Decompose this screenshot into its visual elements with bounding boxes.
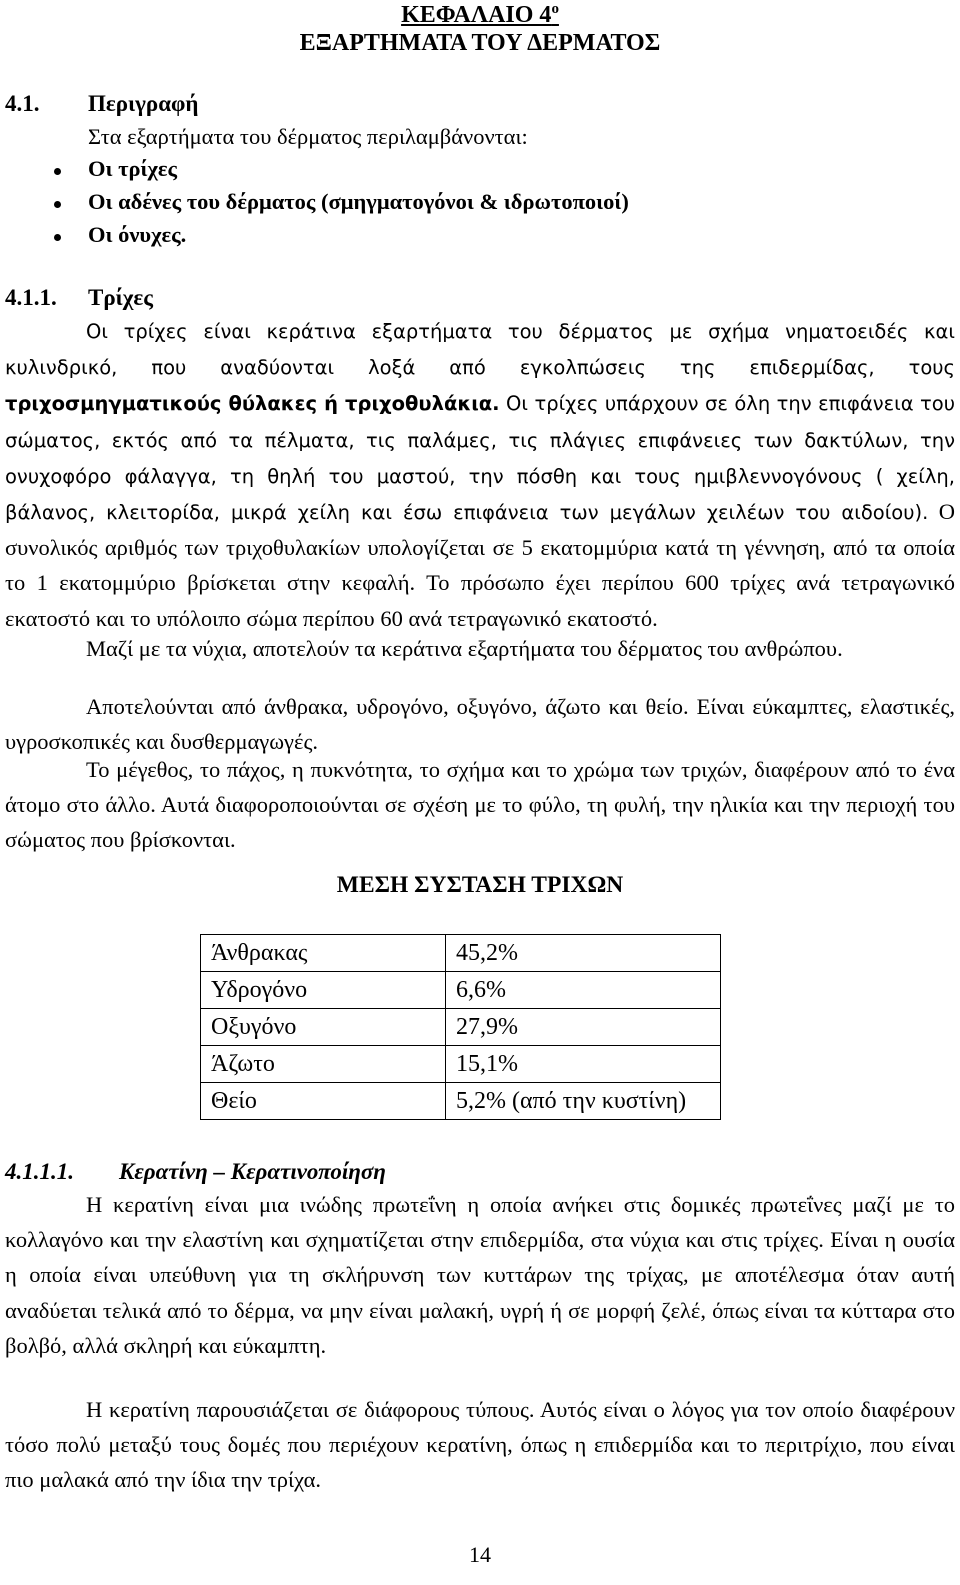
list-item	[88, 189, 629, 215]
paragraph-hair-description	[5, 313, 955, 636]
list-item	[88, 222, 186, 248]
list-item-text: Οι όνυχες.	[88, 222, 187, 247]
section-4-1-heading	[5, 91, 198, 117]
table-row	[201, 972, 721, 1009]
paragraph-text: Ο συνολικός αριθμός των τριχοθυλακίων υπολογίζεται σε 5 εκατομμύρια κατά τη γέννηση, από τα οποία το 1 εκατομμύριο βρίσκεται στην κεφαλή. Το πρόσωπο έχει περίπου 600 τρίχες ανά τετραγωνικό εκατοστό και το υπόλοιπο σώμα περίπου 60 ανά τετραγωνικό εκατοστό.	[5, 499, 956, 631]
table-cell-value: 27,9%	[446, 1009, 721, 1046]
chapter-number-text: ΚΕΦΑΛΑΙΟ 4	[401, 2, 552, 28]
paragraph-variation	[5, 752, 955, 858]
composition-table	[200, 934, 721, 1120]
table-row	[201, 1083, 721, 1120]
list-item-text: Οι αδένες του δέρματος (σμηγματογόνοι & ιδρωτοποιοί)	[88, 189, 629, 214]
table-row	[201, 1009, 721, 1046]
section-title: Περιγραφή	[88, 91, 199, 116]
paragraph-bold-text: τριχοσμηγματικούς θύλακες ή τριχοθυλάκια.	[5, 392, 500, 416]
bullet-icon	[54, 201, 61, 208]
table-title: ΜΕΣΗ ΣΥΣΤΑΣΗ ΤΡΙΧΩΝ	[336, 872, 624, 898]
table-cell-element: Θείο	[201, 1083, 446, 1120]
section-title: Τρίχες	[88, 285, 153, 310]
table-cell-element: Οξυγόνο	[201, 1009, 446, 1046]
paragraph-text: Οι τρίχες υπάρχουν σε όλη την επιφάνεια του σώματος, εκτός από τα πέλματα, τις παλάμες, τις πλάγιες επιφάνειες των δακτύλων, την ονυχοφόρο φάλαγγα, τη θηλή του μαστού, την πόσθη και τους ημιβλεννογόνους ( χείλη, βάλανος, κλειτορίδα, μικρά χείλη και έσω επιφάνεια των μεγάλων χειλέων του αιδοίου).	[5, 392, 955, 525]
table-cell-value: 5,2% (από την κυστίνη)	[446, 1083, 721, 1120]
table-cell-element: Άνθρακας	[201, 935, 446, 972]
list-item-text: Οι τρίχες	[88, 156, 177, 181]
paragraph-text: Αποτελούνται από άνθρακα, υδρογόνο, οξυγόνο, άζωτο και θείο. Είναι εύκαμπτες, ελαστικές, υγροσκοπικές και δυσθερμαγωγές.	[5, 694, 955, 755]
section-number: 4.1.1.1.	[5, 1159, 74, 1184]
section-title: Κερατίνη – Κερατινοποίηση	[119, 1159, 386, 1184]
table-cell-value: 15,1%	[446, 1046, 721, 1083]
bullet-icon	[54, 168, 61, 175]
chapter-title: ΕΞΑΡΤΗΜΑΤΑ ΤΟΥ ΔΕΡΜΑΤΟΣ	[299, 30, 661, 56]
chapter-number	[0, 2, 960, 29]
section-number: 4.1.	[5, 91, 40, 116]
paragraph-text: Η κερατίνη παρουσιάζεται σε διάφορους τύπους. Αυτός είναι ο λόγος για τον οποίο διαφέρουν τόσο πολύ μεταξύ τους δομές που περιέχουν κερατίνη, όπως η επιδερμίδα και το περιτρίχιο, που είναι πιο μαλακά από την ίδια την τρίχα.	[5, 1397, 955, 1493]
section-number: 4.1.1.	[5, 285, 57, 310]
table-row	[201, 1046, 721, 1083]
section-4-1-1-1-heading	[5, 1159, 386, 1185]
table-cell-element: Υδρογόνο	[201, 972, 446, 1009]
section-4-1-1-heading	[5, 285, 153, 311]
list-item	[88, 156, 177, 182]
section-intro: Στα εξαρτήματα του δέρματος περιλαμβάνονται:	[88, 124, 528, 149]
paragraph-text: Οι τρίχες είναι κεράτινα εξαρτήματα του δέρματος με σχήμα νηματοειδές και κυλινδρικό, που αναδύονται λοξά από εγκολπώσεις της επιδερμίδας, τους	[5, 320, 955, 380]
bullet-icon	[54, 234, 61, 241]
table-cell-value: 45,2%	[446, 935, 721, 972]
paragraph-keratin	[5, 1187, 955, 1363]
paragraph-keratin-appendages	[5, 631, 955, 666]
page-number: 14	[469, 1542, 491, 1567]
paragraph-text: Το μέγεθος, το πάχος, η πυκνότητα, το σχήμα και το χρώμα των τριχών, διαφέρουν από το ένα άτομο στο άλλο. Αυτά διαφοροποιούνται σε σχέση με το φύλο, τη φυλή, την ηλικία και την περιοχή του σώματος που βρίσκονται.	[5, 757, 955, 853]
table-cell-element: Άζωτο	[201, 1046, 446, 1083]
table-cell-value: 6,6%	[446, 972, 721, 1009]
paragraph-text: Μαζί με τα νύχια, αποτελούν τα κεράτινα εξαρτήματα του δέρματος του ανθρώπου.	[86, 636, 843, 661]
paragraph-composition	[5, 689, 955, 759]
table-row	[201, 935, 721, 972]
chapter-number-superscript: ο	[551, 1, 559, 17]
paragraph-text: Η κερατίνη είναι μια ινώδης πρωτεΐνη η οποία ανήκει στις δομικές πρωτεΐνες μαζί με το κολλαγόνο και την ελαστίνη και σχηματίζεται στην επιδερμίδα, στα νύχια και στις τρίχες. Είναι η ουσία η οποία είναι υπεύθυνη για τη σκλήρυνση των κυττάρων της τρίχας, με αποτέλεσμα όταν αυτή αναδύεται τελικά από το δέρμα, να μην είναι μαλακή, υγρή ή σε μορφή ζελέ, όπως είναι τα κύτταρα στο βολβό, αλλά σκληρή και εύκαμπτη.	[5, 1192, 955, 1358]
paragraph-keratin-types	[5, 1392, 955, 1498]
